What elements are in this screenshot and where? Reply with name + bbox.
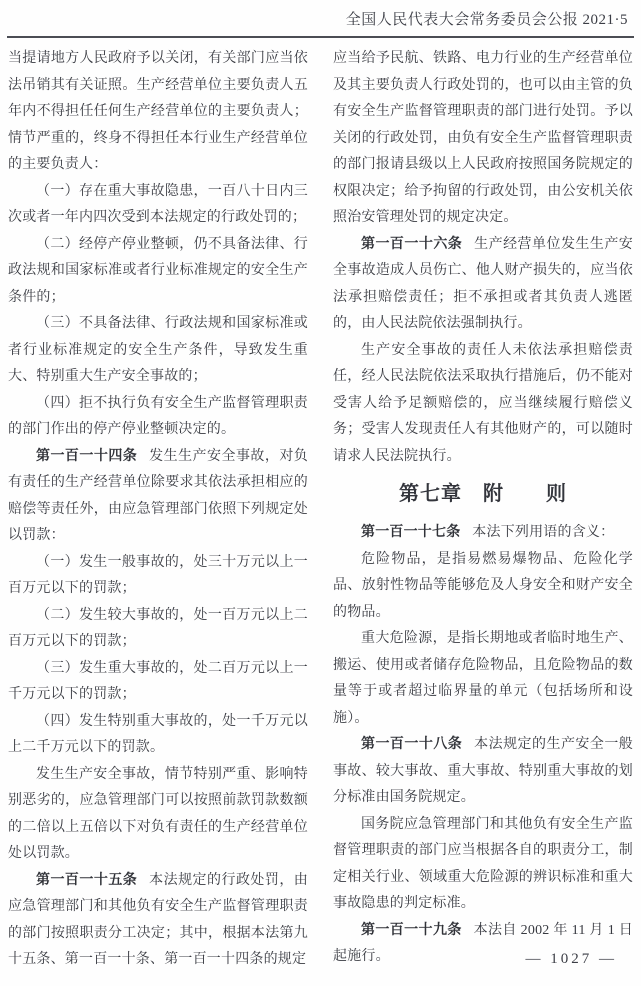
- paragraph: [8, 603, 308, 656]
- paragraph: [8, 232, 308, 312]
- paragraph-text: 国务院应急管理部门和其他负有安全生产监督管理职责的部门应当根据各自的职责分工，制定相关行业、领域重大危险源的辨识标准和重大事故隐患的判定标准。: [333, 816, 633, 911]
- paragraph: [333, 547, 633, 627]
- paragraph-text: 本法规定的行政处罚，由应急管理部门和其他负有安全生产监督管理职责的部门按照职责分工决定；其中，根据本法第九十五条、第一百一十条、第一百一十四条的规定: [8, 872, 309, 967]
- paragraph-text: 生产安全事故的责任人未依法承担赔偿责任，经人民法院依法采取执行措施后，仍不能对受害人给予足额赔偿的，应当继续履行赔偿义务；受害人发现责任人有其他财产的，可以随时请求人民法院执行。: [333, 342, 633, 464]
- paragraph: [8, 550, 308, 603]
- paragraph: [8, 709, 308, 762]
- paragraph-text: （四）发生特别重大事故的，处一千万元以上二千万元以下的罚款。: [8, 713, 308, 755]
- paragraph: [8, 179, 308, 232]
- paragraph-text: 本法自 2002 年 11 月 1 日起施行。: [333, 922, 633, 964]
- paragraph-text: （二）发生较大事故的，处一百万元以上二百万元以下的罚款；: [8, 607, 308, 649]
- paragraph: [8, 311, 308, 391]
- paragraph-text: 发生生产安全事故，对负有责任的生产经营单位除要求其依法承担相应的赔偿等责任外，由应急管理部门依照下列规定处以罚款：: [8, 448, 309, 543]
- paragraph-text: （三）发生重大事故的，处二百万元以上一千万元以下的罚款；: [8, 660, 308, 702]
- paragraph-text: 本法规定的生产安全一般事故、较大事故、重大事故、特别重大事故的划分标准由国务院规定。: [333, 737, 634, 805]
- paragraph: [333, 812, 633, 918]
- paragraph-text: 危险物品，是指易燃易爆物品、危险化学品、放射性物品等能够危及人身安全和财产安全的物品。: [333, 551, 633, 620]
- paragraph: [333, 232, 633, 338]
- page-header: [346, 8, 628, 29]
- paragraph: [333, 520, 633, 547]
- article-number: 第一百一十七条: [361, 525, 461, 540]
- paragraph: [8, 656, 308, 709]
- paragraph: [8, 46, 308, 179]
- paragraph-text: 当提请地方人民政府予以关闭，有关部门应当依法吊销其有关证照。生产经营单位主要负责人五年内不得担任任何生产经营单位的主要负责人；情节严重的，终身不得担任本行业生产经营单位的主要负责人：: [8, 51, 308, 172]
- paragraph-text: 应当给予民航、铁路、电力行业的生产经营单位及其主要负责人行政处罚的，也可以由主管的负有安全生产监督管理职责的部门进行处罚。予以关闭的行政处罚，由负有安全生产监督管理职责的部门报请县级以上人民政府按照国务院规定的权限决定；给予拘留的行政处罚，由公安机关依照治安管理处罚的规定决定。: [333, 51, 633, 225]
- article-number: 第一百一十六条: [361, 236, 463, 252]
- article-number: 第一百一十八条: [361, 737, 463, 752]
- chapter-heading: [333, 479, 633, 509]
- paragraph-text: （三）不具备法律、行政法规和国家标准或者行业标准规定的安全生产条件，导致发生重大、特别重大生产安全事故的；: [8, 316, 308, 384]
- article-number: 第一百一十九条: [361, 922, 462, 938]
- paragraph: [8, 391, 308, 444]
- paragraph-text: 重大危险源，是指长期地或者临时地生产、搬运、使用或者储存危险物品，且危险物品的数量等于或者超过临界量的单元（包括场所和设施）。: [333, 631, 633, 726]
- paragraph: [333, 338, 633, 471]
- paragraph: [333, 732, 633, 812]
- article-number: 第一百一十五条: [36, 872, 138, 888]
- paragraph: [333, 46, 633, 232]
- paragraph-text: 第七章 附 则: [399, 483, 567, 505]
- paragraph-text: 本法下列用语的含义：: [472, 525, 615, 540]
- text-columns: [8, 46, 633, 974]
- paragraph: [8, 444, 308, 550]
- paragraph-text: （四）拒不执行负有安全生产监督管理职责的部门作出的停产停业整顿决定的。: [8, 395, 308, 437]
- paragraph-text: （一）存在重大事故隐患，一百八十日内三次或者一年内四次受到本法规定的行政处罚的；: [8, 183, 308, 225]
- paragraph-text: 生产经营单位发生生产安全事故造成人员伤亡、他人财产损失的，应当依法承担赔偿责任；拒不承担或者其负责人逃匿的，由人民法院依法强制执行。: [333, 236, 634, 331]
- article-number: 第一百一十四条: [36, 448, 138, 464]
- paragraph-text: （二）经停产停业整顿，仍不具备法律、行政法规和国家标准或者行业标准规定的安全生产条件的；: [8, 236, 308, 305]
- page-number: — 1027 —: [525, 951, 617, 967]
- text-column-right: [333, 46, 633, 974]
- page-header-title: 全国人民代表大会常务委员会公报 2021·5: [345, 12, 628, 28]
- paragraph-text: （一）发生一般事故的，处三十万元以上一百万元以下的罚款；: [8, 554, 308, 596]
- header-rule: [7, 36, 634, 38]
- paragraph-text: 发生生产安全事故，情节特别严重、影响特别恶劣的，应急管理部门可以按照前款罚款数额的二倍以上五倍以下对负有责任的生产经营单位处以罚款。: [8, 766, 308, 861]
- paragraph: [8, 762, 308, 868]
- paragraph: [333, 626, 633, 732]
- text-column-left: [8, 46, 308, 974]
- paragraph: [8, 868, 308, 974]
